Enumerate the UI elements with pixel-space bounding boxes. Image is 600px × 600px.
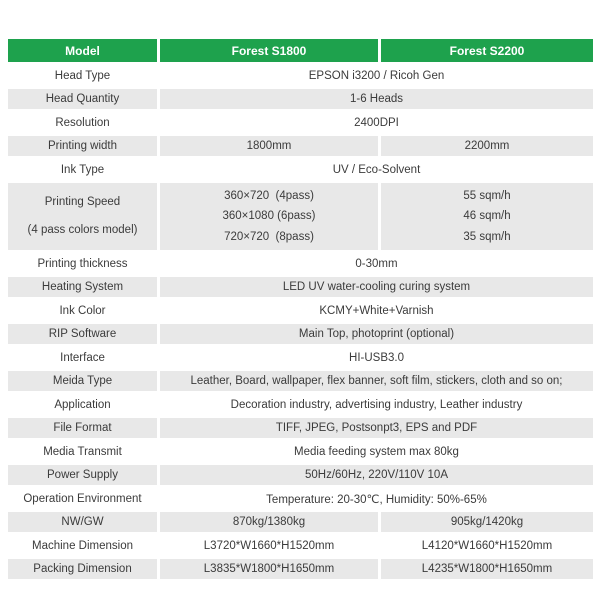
header-cell-forest-s1800: Forest S1800 [160, 39, 378, 62]
table-row-nw-gw [8, 512, 593, 532]
row-value-s2200: 2200mm [381, 136, 593, 156]
speed-value-8pass: 35 sqm/h [463, 230, 511, 243]
row-value: Leather, Board, wallpaper, flex banner, soft film, stickers, cloth and so on; [160, 371, 593, 391]
table-row-resolution [8, 113, 593, 133]
row-value: KCMY+White+Varnish [160, 301, 593, 321]
speed-value-4pass: 55 sqm/h [463, 189, 511, 202]
row-label: Meida Type [8, 371, 157, 391]
speed-mode-8pass: 720×720 (8pass) [224, 230, 314, 243]
table-row-printing-speed [8, 183, 593, 250]
row-value-s2200 [381, 183, 593, 250]
row-label: RIP Software [8, 324, 157, 344]
table-row-machine-dimension [8, 536, 593, 556]
table-row-power-supply [8, 465, 593, 485]
row-label-line1: Printing Speed [44, 196, 121, 209]
table-row-rip-software [8, 324, 593, 344]
row-label: Head Type [8, 66, 157, 86]
printer-spec-table [8, 39, 593, 579]
row-value-s1800: 870kg/1380kg [160, 512, 378, 532]
speed-mode-6pass: 360×1080 (6pass) [222, 210, 316, 222]
row-label: Ink Color [8, 301, 157, 321]
speed-mode-4pass: 360×720 (4pass) [224, 189, 314, 202]
table-row-head-type [8, 66, 593, 86]
row-value: Temperature: 20-30℃, Humidity: 50%-65% [160, 489, 593, 509]
row-value: 0-30mm [160, 254, 593, 274]
table-row-operation-environment [8, 489, 593, 509]
row-value: LED UV water-cooling curing system [160, 277, 593, 297]
row-value-s1800: L3720*W1660*H1520mm [160, 536, 378, 556]
row-label: Operation Environment [8, 489, 157, 509]
row-value: 2400DPI [160, 113, 593, 133]
table-row-head-quantity [8, 89, 593, 109]
row-label: Heating System [8, 277, 157, 297]
table-row-media-transmit [8, 442, 593, 462]
row-value-s1800: L3835*W1800*H1650mm [160, 559, 378, 579]
row-label: Head Quantity [8, 89, 157, 109]
row-value: EPSON i3200 / Ricoh Gen [160, 66, 593, 86]
table-row-file-format [8, 418, 593, 438]
header-cell-forest-s2200: Forest S2200 [381, 39, 593, 62]
row-value-s1800: 1800mm [160, 136, 378, 156]
row-label: Packing Dimension [8, 559, 157, 579]
row-value-s2200: L4235*W1800*H1650mm [381, 559, 593, 579]
row-label: Media Transmit [8, 442, 157, 462]
row-label: Power Supply [8, 465, 157, 485]
row-value: 50Hz/60Hz, 220V/110V 10A [160, 465, 593, 485]
table-row-media-type [8, 371, 593, 391]
table-row-interface [8, 348, 593, 368]
row-value-s2200: 905kg/1420kg [381, 512, 593, 532]
table-row-ink-type [8, 160, 593, 180]
row-value-s1800 [160, 183, 378, 250]
row-label: Ink Type [8, 160, 157, 180]
table-row-ink-color [8, 301, 593, 321]
row-value: Decoration industry, advertising industry, Leather industry [160, 395, 593, 415]
row-label: Machine Dimension [8, 536, 157, 556]
table-row-printing-width [8, 136, 593, 156]
table-row-packing-dimension [8, 559, 593, 579]
row-value: Main Top, photoprint (optional) [160, 324, 593, 344]
row-label: Application [8, 395, 157, 415]
table-row-heating-system [8, 277, 593, 297]
row-label: Resolution [8, 113, 157, 133]
table-row-application [8, 395, 593, 415]
speed-value-6pass: 46 sqm/h [463, 210, 511, 222]
header-cell-model: Model [8, 39, 157, 62]
table-row-printing-thickness [8, 254, 593, 274]
row-value: UV / Eco-Solvent [160, 160, 593, 180]
row-value-s2200: L4120*W1660*H1520mm [381, 536, 593, 556]
row-label [8, 183, 157, 250]
row-value: HI-USB3.0 [160, 348, 593, 368]
row-label: Interface [8, 348, 157, 368]
row-value: 1-6 Heads [160, 89, 593, 109]
row-label: NW/GW [8, 512, 157, 532]
row-label-line2: (4 pass colors model) [27, 223, 138, 236]
row-label: File Format [8, 418, 157, 438]
table-header-row [8, 39, 593, 62]
row-value: TIFF, JPEG, Postsonpt3, EPS and PDF [160, 418, 593, 438]
row-label: Printing width [8, 136, 157, 156]
row-value: Media feeding system max 80kg [160, 442, 593, 462]
row-label: Printing thickness [8, 254, 157, 274]
